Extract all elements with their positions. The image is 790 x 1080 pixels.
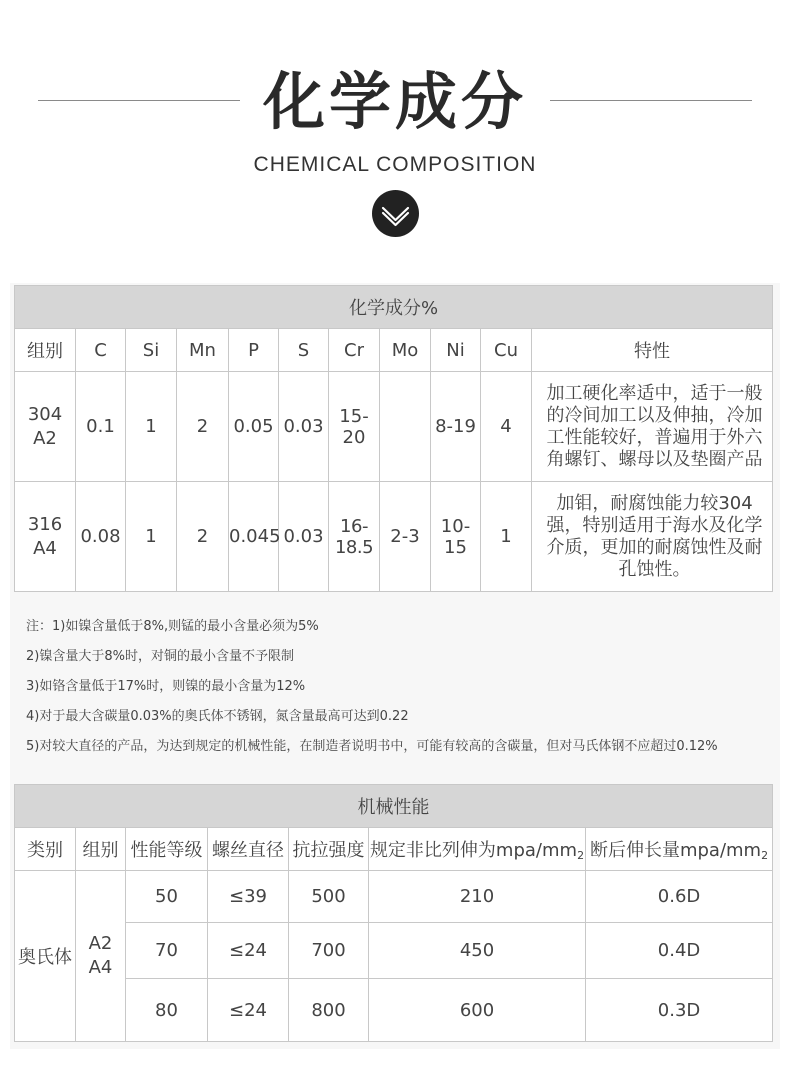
mo-value: 2-3 (380, 482, 431, 592)
col-header-cu: Cu (481, 329, 532, 372)
yield-value: 450 (369, 923, 586, 979)
table-row (15, 372, 773, 482)
page-title: 化学成分 (262, 65, 527, 138)
unit-subscript: 2 (577, 849, 585, 862)
grade-value: 80 (126, 979, 208, 1042)
group-cell (15, 372, 76, 482)
diameter-value: ≤39 (208, 871, 289, 923)
unit-subscript: 2 (761, 849, 769, 862)
tensile-value: 800 (289, 979, 369, 1042)
elongation-value: 0.3D (586, 979, 773, 1042)
page-subtitle: CHEMICAL COMPOSITION (253, 153, 537, 176)
elongation-value: 0.4D (586, 923, 773, 979)
p-value: 0.05 (229, 372, 279, 482)
col-header-si: Si (126, 329, 177, 372)
elongation-label: 断后伸长量mpa/mm (589, 840, 762, 861)
diameter-value: ≤24 (208, 979, 289, 1042)
col-header-p: P (229, 329, 279, 372)
p-value: 0.045 (229, 482, 279, 592)
section-header (0, 0, 790, 283)
col-header-property: 特性 (532, 329, 773, 372)
note-item: 2)镍含量大于8%时，对铜的最小含量不予限制 (26, 649, 294, 664)
col-header-group: 组别 (76, 828, 126, 871)
table-row (15, 923, 773, 979)
scroll-down-button[interactable] (372, 190, 419, 237)
diameter-value: ≤24 (208, 923, 289, 979)
s-value: 0.03 (279, 482, 329, 592)
mechanical-table-caption: 机械性能 (15, 785, 773, 828)
col-header-diameter: 螺丝直径 (208, 828, 289, 871)
yield-label: 规定非比列伸为mpa/mm (369, 840, 578, 861)
table-row (15, 482, 773, 592)
table-row (15, 871, 773, 923)
grade-value: 50 (126, 871, 208, 923)
yield-value: 210 (369, 871, 586, 923)
group-cell (76, 871, 126, 1042)
mo-value (380, 372, 431, 482)
group-grade: 316 (27, 513, 63, 535)
col-header-category: 类别 (15, 828, 76, 871)
property-description: 加钼，耐腐蚀能力较304强，特别适用于海水及化学介质，更加的耐腐蚀性及耐孔蚀性。 (532, 482, 773, 592)
yield-value: 600 (369, 979, 586, 1042)
group-grade: 304 (27, 403, 63, 425)
col-header-tensile: 抗拉强度 (289, 828, 369, 871)
mn-value: 2 (177, 372, 229, 482)
table-row (15, 979, 773, 1042)
notes-list (26, 612, 786, 762)
col-header-group: 组别 (15, 329, 76, 372)
col-header-cr: Cr (329, 329, 380, 372)
tensile-value: 700 (289, 923, 369, 979)
cr-value: 15-20 (329, 372, 380, 482)
group-code: A4 (88, 957, 113, 978)
s-value: 0.03 (279, 372, 329, 482)
c-value: 0.1 (76, 372, 126, 482)
col-header-mo: Mo (380, 329, 431, 372)
note-item: 5)对较大直径的产品，为达到规定的机械性能，在制造者说明书中，可能有较高的含碳量，但对马氏体钢不应超过0.12% (26, 739, 718, 754)
col-header-grade: 性能等级 (126, 828, 208, 871)
tensile-value: 500 (289, 871, 369, 923)
si-value: 1 (126, 482, 177, 592)
cu-value: 1 (481, 482, 532, 592)
cr-value: 16-18.5 (329, 482, 380, 592)
chemical-composition-table (14, 285, 773, 592)
note-item: 3)如铬含量低于17%时，则镍的最小含量为12% (26, 679, 306, 694)
property-description: 加工硬化率适中，适于一般的冷间加工以及伸抽，冷加工性能较好，普遍用于外六角螺钉、螺母以及垫圈产品 (532, 372, 773, 482)
mn-value: 2 (177, 482, 229, 592)
c-value: 0.08 (76, 482, 126, 592)
note-item: 4)对于最大含碳量0.03%的奥氏体不锈钢，氮含量最高可达到0.22 (26, 709, 409, 724)
mechanical-properties-table (14, 784, 773, 1042)
chemical-table-caption: 化学成分% (15, 286, 773, 329)
group-cell (15, 482, 76, 592)
ni-value: 10-15 (431, 482, 481, 592)
elongation-value: 0.6D (586, 871, 773, 923)
grade-value: 70 (126, 923, 208, 979)
cu-value: 4 (481, 372, 532, 482)
col-header-c: C (76, 329, 126, 372)
si-value: 1 (126, 372, 177, 482)
category-cell: 奥氏体 (15, 871, 76, 1042)
ni-value: 8-19 (431, 372, 481, 482)
col-header-s: S (279, 329, 329, 372)
col-header-elongation (586, 828, 773, 871)
group-code: A2 (88, 933, 113, 954)
double-chevron-down-icon (372, 190, 419, 237)
group-code: A4 (33, 537, 57, 559)
col-header-ni: Ni (431, 329, 481, 372)
col-header-mn: Mn (177, 329, 229, 372)
note-item: 注：1)如镍含量低于8%,则锰的最小含量必须为5% (26, 619, 319, 634)
col-header-yield (369, 828, 586, 871)
group-code: A2 (33, 427, 57, 449)
